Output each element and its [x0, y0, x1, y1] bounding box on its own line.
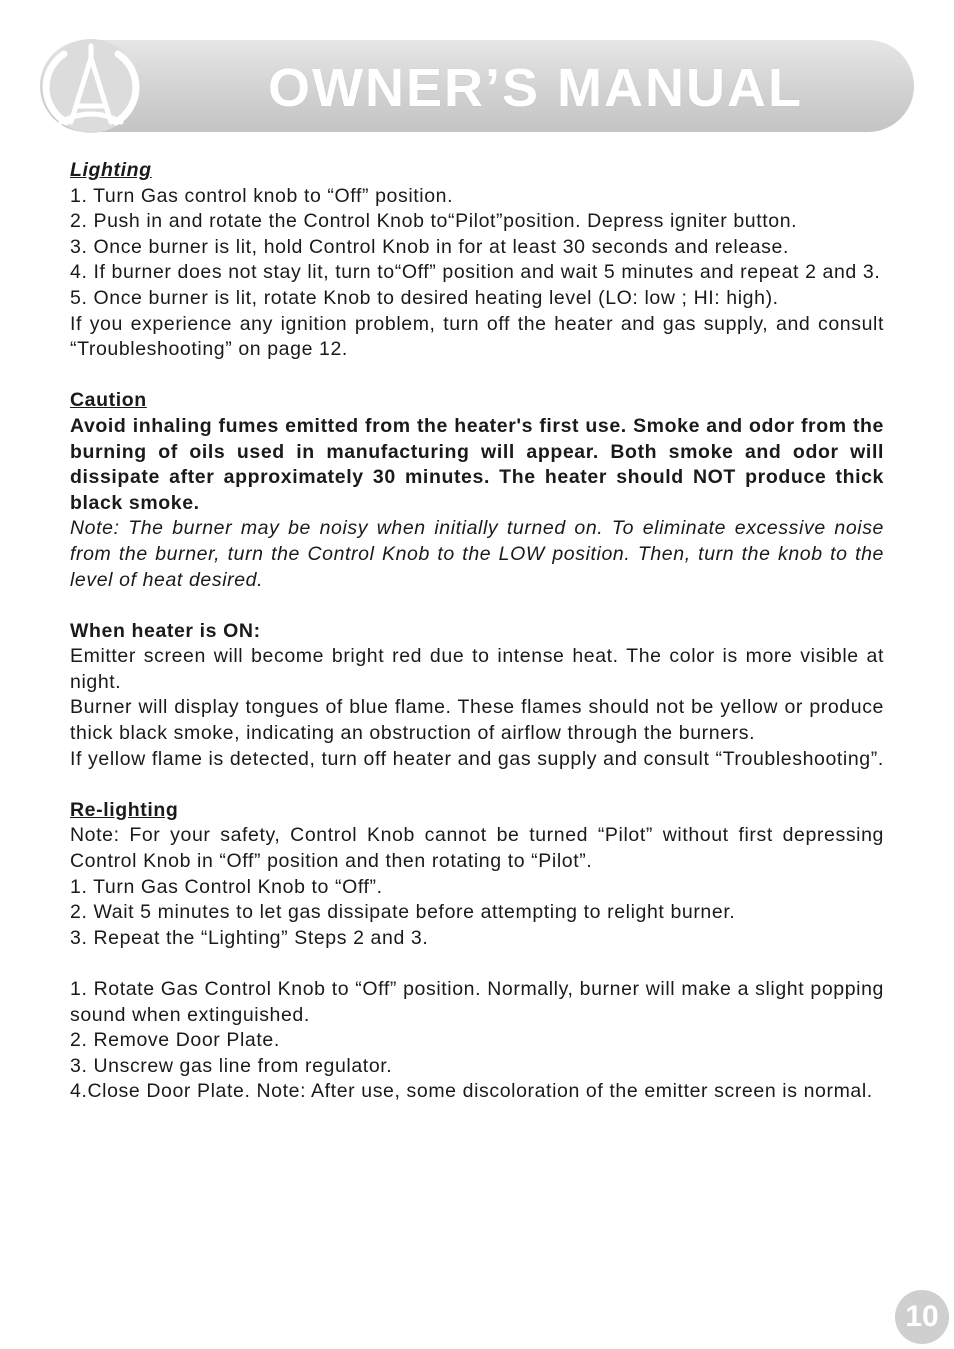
heater-on-text-1: Emitter screen will become bright red due to intense heat. The color is more visible at night. [70, 645, 884, 693]
relighting-step-3: 3. Repeat the “Lighting” Steps 2 and 3. [70, 926, 429, 949]
relighting-note: Note: For your safety, Control Knob cannot be turned “Pilot” without first depressing Control Knob in “Off” position and then rotating to “Pilot”. [70, 824, 884, 873]
relighting-step-2: 2. Wait 5 minutes to let gas dissipate before attempting to relight burner. [70, 901, 736, 924]
tripod-heater-logo-icon [36, 36, 146, 136]
shutdown-step-2: 2. Remove Door Plate. [70, 1029, 280, 1052]
heater-on-text-3: If yellow flame is detected, turn off heater and gas supply and consult “Troubleshooting”. [70, 747, 884, 770]
page-number: 10 [895, 1290, 949, 1344]
page-title: OWNER’S MANUAL [268, 58, 803, 118]
relighting-step-1: 1. Turn Gas Control Knob to “Off”. [70, 875, 383, 898]
heater-on-text-2: Burner will display tongues of blue flame. These flames should not be yellow or produce thick black smoke, indicating an obstruction of airflow through the burners. [70, 696, 884, 745]
manual-content [70, 158, 884, 1105]
caution-heading: Caution [70, 389, 147, 412]
lighting-heading: Lighting [70, 159, 152, 181]
heater-on-heading: When heater is ON: [70, 619, 261, 642]
shutdown-step-1: 1. Rotate Gas Control Knob to “Off” position. Normally, burner will make a slight popping sound when extinguished. [70, 978, 884, 1026]
lighting-problem-note: If you experience any ignition problem, turn off the heater and gas supply, and consult “Troubleshooting” on page 12. [70, 312, 884, 361]
shutdown-step-4: 4.Close Door Plate. Note: After use, some discoloration of the emitter screen is normal. [70, 1080, 873, 1103]
caution-warning: Avoid inhaling fumes emitted from the heater's first use. Smoke and odor from the burning of oils used in manufacturing will appear. Both smoke and odor will dissipate after approximately 30 minutes. The heater should NOT produce thick black smoke. [70, 414, 884, 514]
lighting-step-4: 4. If burner does not stay lit, turn to“Off” position and wait 5 minutes and repeat 2 and 3. [70, 261, 881, 284]
lighting-step-1: 1. Turn Gas control knob to “Off” position. [70, 184, 454, 207]
relighting-heading: Re-lighting [70, 798, 179, 821]
caution-note: Note: The burner may be noisy when initially turned on. To eliminate excessive noise from the burner, turn the Control Knob to the LOW position. Then, turn the knob to the level of heat desired. [70, 517, 884, 591]
lighting-step-2: 2. Push in and rotate the Control Knob to“Pilot”position. Depress igniter button. [70, 210, 798, 233]
shutdown-step-3: 3. Unscrew gas line from regulator. [70, 1054, 393, 1077]
lighting-step-5: 5. Once burner is lit, rotate Knob to desired heating level (LO: low ; HI: high). [70, 286, 779, 309]
lighting-step-3: 3. Once burner is lit, hold Control Knob in for at least 30 seconds and release. [70, 235, 789, 258]
